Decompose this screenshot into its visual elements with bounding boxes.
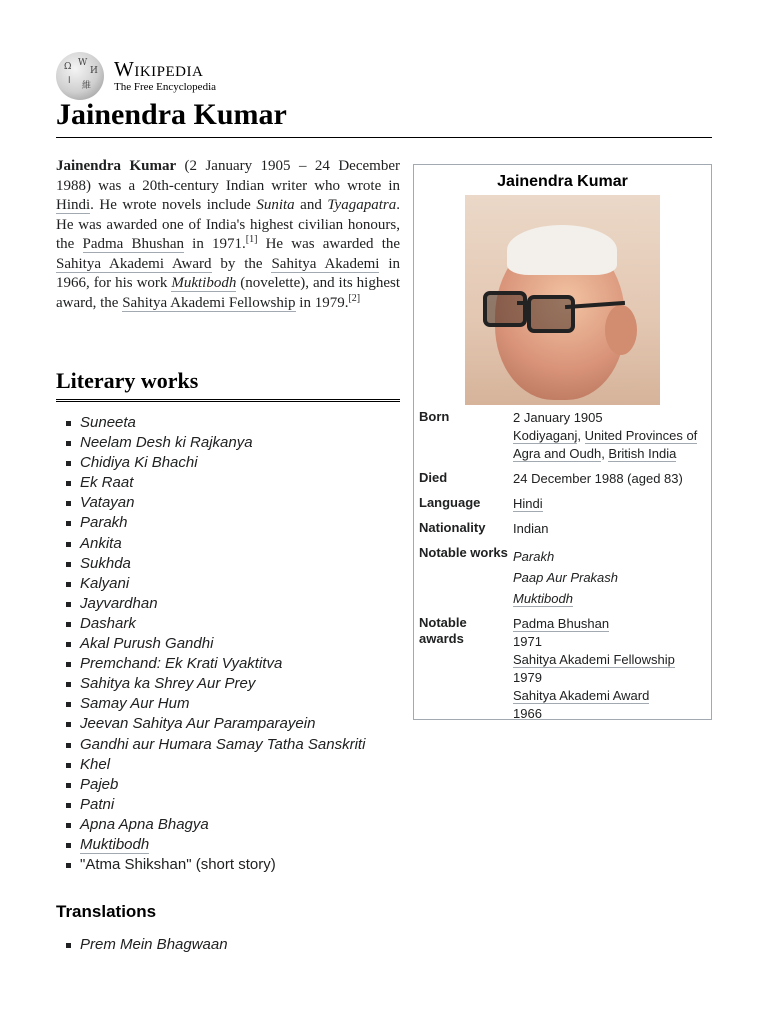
- puzzle-globe-icon: Ω W И ا 維: [56, 52, 104, 100]
- wordmark-name: Wikipedia: [114, 57, 204, 81]
- link-united-provinces[interactable]: United Provinces of Agra and Oudh: [513, 428, 698, 461]
- intro-subject: Jainendra Kumar: [56, 158, 177, 174]
- infobox-value: Indian: [513, 521, 549, 536]
- infobox-value: 24 December 1988 (aged 83): [513, 471, 683, 486]
- list-item: Gandhi aur Humara Samay Tatha Sanskriti: [56, 736, 400, 756]
- infobox-row-born: [419, 409, 707, 470]
- intro-paragraph: [56, 157, 400, 313]
- notable-work: Paap Aur Prakash: [513, 570, 619, 585]
- list-item: Suneeta: [56, 414, 400, 434]
- list-item: Prem Mein Bhagwaan: [56, 936, 228, 954]
- infobox-label: Language: [419, 495, 481, 510]
- list-item: Jeevan Sahitya Aur Paramparayein: [56, 715, 400, 735]
- list-item: Akal Purush Gandhi: [56, 635, 400, 655]
- intro-text: in 1966, for his work: [56, 255, 401, 291]
- portrait-image[interactable]: [465, 195, 660, 405]
- intro-text: by the: [211, 255, 272, 272]
- section-heading-translations: Translations: [56, 902, 157, 921]
- intro-novel: Sunita: [256, 197, 295, 213]
- intro-text: . He was awarded one of India's highest civilian honours, the: [56, 197, 400, 252]
- intro-text: He was awarded the: [257, 236, 401, 252]
- list-item: "Atma Shikshan" (short story): [56, 856, 400, 876]
- infobox-value: [513, 495, 707, 520]
- link-work-muktibodh[interactable]: Muktibodh: [80, 835, 150, 853]
- separator: ,: [577, 428, 585, 443]
- list-item: Jayvardhan: [56, 595, 400, 615]
- ref-1[interactable]: [1]: [245, 234, 258, 245]
- infobox-label: Notable awards: [419, 615, 467, 646]
- infobox: [413, 164, 712, 720]
- list-item: Patni: [56, 796, 400, 816]
- list-item: Dashark: [56, 615, 400, 635]
- list-item: [56, 836, 400, 856]
- list-item: Sahitya ka Shrey Aur Prey: [56, 675, 400, 695]
- link-padma-bhushan[interactable]: Padma Bhushan: [82, 236, 184, 252]
- infobox-label: Born: [419, 409, 450, 424]
- link-muktibodh-text: Muktibodh: [171, 275, 237, 291]
- infobox-label: Died: [419, 470, 448, 485]
- award-year: 1979: [513, 670, 542, 685]
- infobox-value: [513, 409, 707, 470]
- intro-text: (2 January 1905 – 24 December 1988) was a 20th-century Indian writer who wrote in: [56, 158, 400, 194]
- infobox-value: [513, 615, 707, 730]
- list-item: Pajeb: [56, 776, 400, 796]
- infobox-label: Nationality: [419, 520, 486, 535]
- link-muktibodh[interactable]: [171, 275, 236, 292]
- list-item: Ek Raat: [56, 474, 400, 494]
- list-item: Neelam Desh ki Rajkanya: [56, 434, 400, 454]
- link-kodiyaganj[interactable]: Kodiyaganj: [513, 428, 578, 443]
- link-award-padma-bhushan[interactable]: Padma Bhushan: [513, 616, 610, 631]
- link-award-fellowship[interactable]: Sahitya Akademi Fellowship: [513, 652, 675, 667]
- infobox-table: [419, 409, 707, 730]
- link-hindi[interactable]: Hindi: [56, 197, 91, 213]
- link-hindi-language[interactable]: Hindi: [513, 496, 543, 511]
- infobox-value: [513, 545, 707, 615]
- list-item: Chidiya Ki Bhachi: [56, 454, 400, 474]
- infobox-row-language: [419, 495, 707, 520]
- ref-2[interactable]: [2]: [348, 292, 361, 304]
- translations-list: [56, 936, 228, 954]
- wordmark-tagline: The Free Encyclopedia: [114, 81, 217, 93]
- award-year: 1966: [513, 706, 542, 721]
- intro-text: . He wrote novels include: [90, 197, 257, 213]
- page-title: Jainendra Kumar: [56, 98, 287, 131]
- intro-text: (novelette), and its highest award, the: [56, 275, 400, 311]
- infobox-row-notable-works: [419, 545, 707, 615]
- list-item: Samay Aur Hum: [56, 695, 400, 715]
- title-divider: [56, 137, 712, 138]
- infobox-row-notable-awards: [419, 615, 707, 730]
- link-award-sahitya-akademi[interactable]: Sahitya Akademi Award: [513, 688, 650, 703]
- wikipedia-logo[interactable]: [56, 52, 712, 100]
- literary-works-list: [56, 414, 400, 876]
- page: [56, 52, 712, 953]
- infobox-title: Jainendra Kumar: [497, 173, 628, 190]
- link-sahitya-akademi[interactable]: Sahitya Akademi: [271, 255, 380, 272]
- link-british-india[interactable]: British India: [608, 446, 677, 461]
- born-date: 2 January 1905: [513, 410, 603, 425]
- infobox-row-nationality: [419, 520, 707, 545]
- intro-novel: Tyagapatra: [327, 197, 397, 213]
- infobox-row-died: [419, 470, 707, 495]
- award-year: 1971: [513, 634, 542, 649]
- separator: ,: [601, 446, 609, 461]
- intro-text: in 1971.: [184, 236, 246, 252]
- link-notable-work-muktibodh[interactable]: Muktibodh: [513, 591, 573, 606]
- list-item: Apna Apna Bhagya: [56, 816, 400, 836]
- list-item: Vatayan: [56, 494, 400, 514]
- list-item: Sukhda: [56, 555, 400, 575]
- intro-text: and: [294, 197, 328, 213]
- list-item: Khel: [56, 756, 400, 776]
- section-heading-literary-works: Literary works: [56, 368, 400, 402]
- list-item: Ankita: [56, 535, 400, 555]
- list-item: Parakh: [56, 514, 400, 534]
- link-sahitya-akademi-award[interactable]: Sahitya Akademi Award: [56, 255, 212, 272]
- infobox-label: Notable works: [419, 545, 508, 560]
- list-item: Kalyani: [56, 575, 400, 595]
- link-sahitya-akademi-fellowship[interactable]: Sahitya Akademi Fellowship: [122, 294, 296, 311]
- notable-work: Parakh: [513, 549, 555, 564]
- list-item: Premchand: Ek Krati Vyaktitva: [56, 655, 400, 675]
- intro-text: in 1979.: [295, 294, 349, 311]
